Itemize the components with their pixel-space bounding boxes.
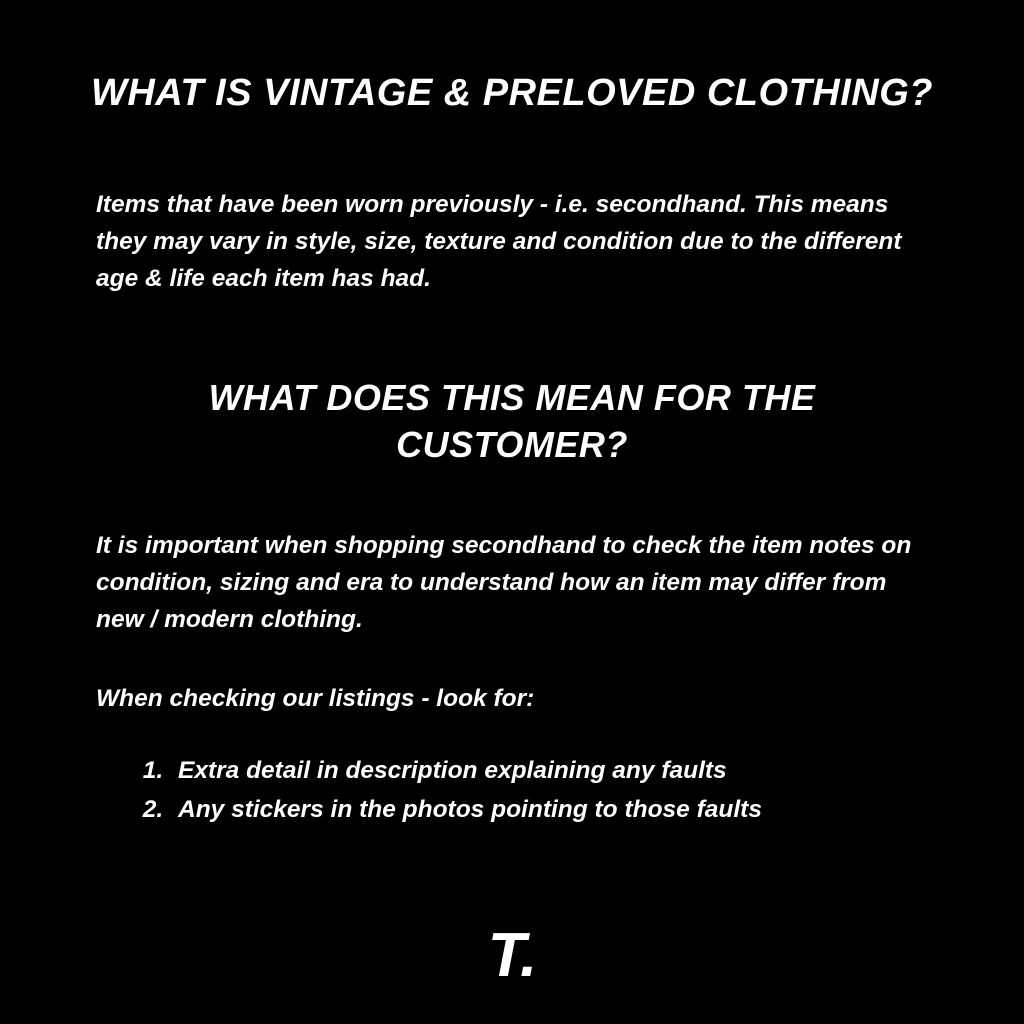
listing-checklist <box>120 752 990 829</box>
definition-paragraph: Items that have been worn previously - i.e. secondhand. This means they may vary in style, size, texture and condition due to the different age & life each item has had. <box>96 191 902 293</box>
checklist-intro: When checking our listings - look for: <box>96 685 535 712</box>
customer-guidance-paragraph: It is important when shopping secondhand to check the item notes on condition, sizing and era to understand how an item may differ from new / modern clothing. <box>96 532 912 634</box>
list-item: 2. Any stickers in the photos pointing to those faults <box>170 791 990 830</box>
page-title: WHAT IS VINTAGE & PRELOVED CLOTHING? <box>90 72 934 114</box>
list-item: 1. Extra detail in description explaining any faults <box>170 752 990 791</box>
brand-logo <box>0 921 1024 990</box>
logo-mark-icon: T. <box>487 921 537 990</box>
section-heading-customer: WHAT DOES THIS MEAN FOR THE CUSTOMER? <box>208 377 816 465</box>
